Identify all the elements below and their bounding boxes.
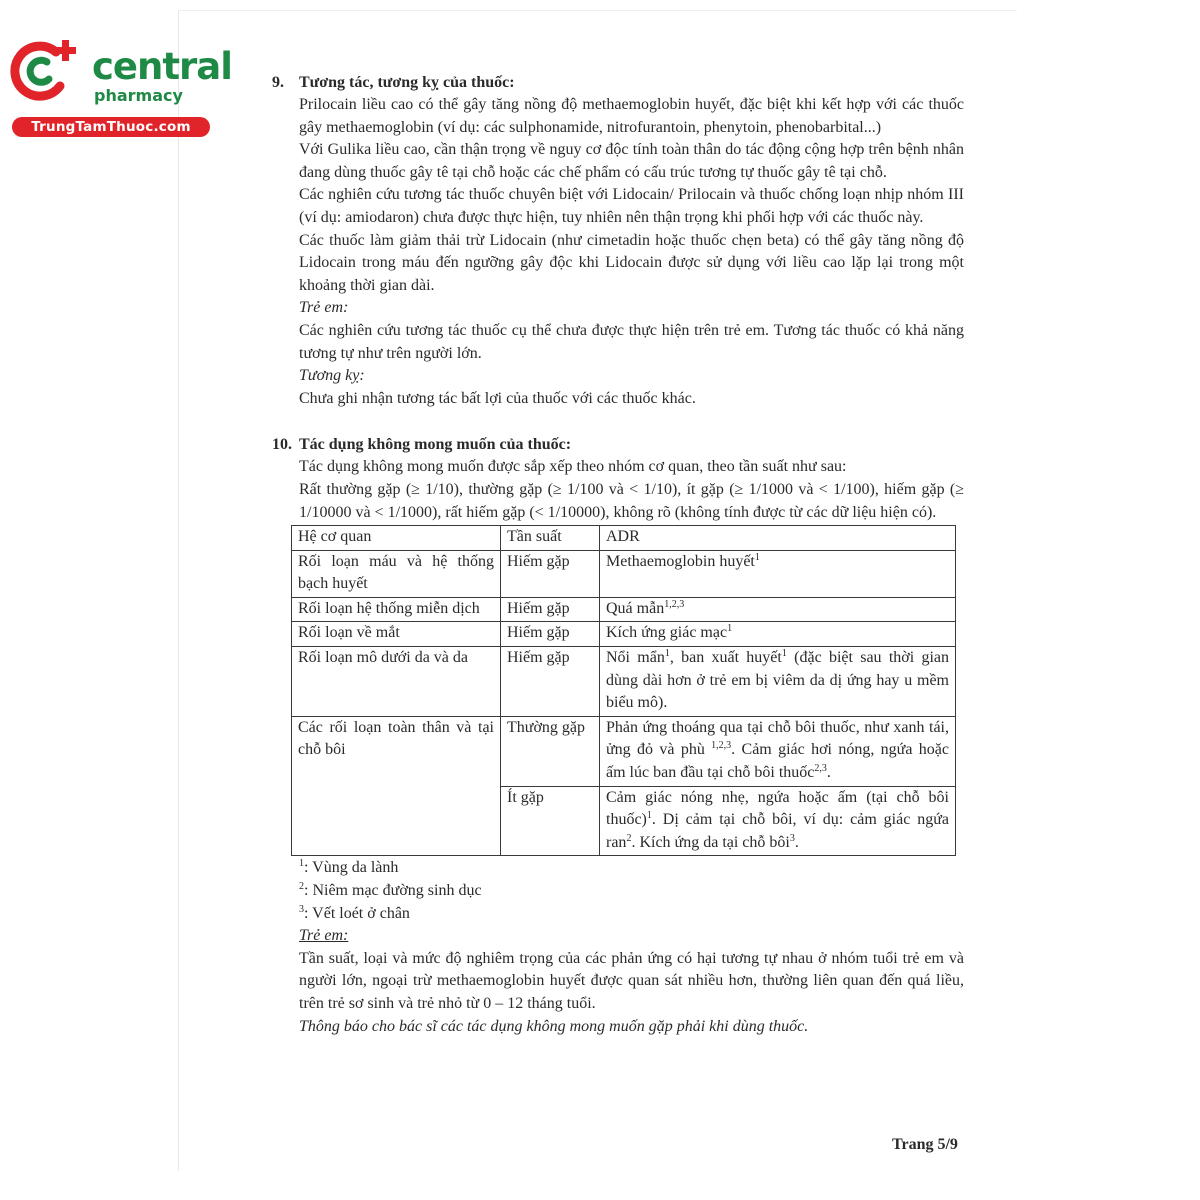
adr-text: Methaemoglobin huyết (606, 552, 755, 570)
table-row (292, 716, 956, 786)
footnote-reference: 1,2,3 (711, 740, 732, 752)
section-9-incompat-label: Tương kỵ: (299, 367, 365, 385)
footnote-reference: 1 (664, 648, 670, 660)
footnote (299, 880, 964, 903)
adr-reaction-cell (600, 550, 956, 597)
section-10-title: Tác dụng không mong muốn của thuốc: (299, 436, 572, 454)
section-10-frequency-definitions: Rất thường gặp (≥ 1/10), thường gặp (≥ 1/100 và < 1/10), ít gặp (≥ 1/1000 và < 1/100), hiếm gặp (≥ 1/10000 và < 1/1000), rất hiếm gặp (< 1/10000), không rõ (không tính được từ các dữ liệu hiện có). (299, 480, 964, 521)
central-pharmacy-logo-icon (10, 38, 82, 106)
adr-text: Phản ứng thoáng qua tại chỗ bôi thuốc, như xanh tái, ửng đỏ và phù (606, 718, 949, 759)
footnote-reference: 2,3 (814, 763, 827, 775)
footnote-reference: 2 (626, 832, 632, 844)
adr-text: . (794, 833, 799, 851)
adr-text: Quá mẫn (606, 599, 665, 617)
footnote-text: : Vết loét ở chân (304, 904, 410, 922)
section-10-intro-line: Tác dụng không mong muốn được sắp xếp theo nhóm cơ quan, theo tần suất như sau: (299, 458, 847, 476)
adr-text: , ban xuất huyết (669, 649, 782, 667)
footnote-mark: 2 (299, 881, 304, 892)
adr-text: . Cảm giác hơi nóng, ngứa hoặc ấm lúc ban đầu tại chỗ bôi thuốc (606, 741, 950, 782)
adr-organ-cell: Rối loạn hệ thống miễn dịch (292, 597, 501, 622)
section-9-children-text: Các nghiên cứu tương tác thuốc cụ thể chưa được thực hiện trên trẻ em. Tương tác thuốc có khả năng tương tự như trên người lớn. (299, 321, 964, 362)
table-row (292, 597, 956, 622)
section-10-intro (299, 456, 964, 524)
section-10-children-text: Tần suất, loại và mức độ nghiêm trọng của các phản ứng có hại tương tự nhau ở nhóm tuổi trẻ em và người lớn, ngoại trừ methaemoglobin huyết được quan sát nhiều hơn, thường liên quan đến quá liều, trên trẻ sơ sinh và trẻ nhỏ từ 0 – 12 tháng tuổi. (299, 949, 964, 1012)
adr-organ-cell: Rối loạn máu và hệ thống bạch huyết (292, 550, 501, 597)
table-footnotes (299, 857, 964, 925)
footnote-mark: 3 (299, 903, 304, 915)
adr-frequency-cell: Hiếm gặp (501, 597, 600, 622)
section-10-notice: Thông báo cho bác sĩ các tác dụng không mong muốn gặp phải khi dùng thuốc. (299, 1017, 809, 1035)
footnote-text: : Niêm mạc đường sinh dục (304, 882, 482, 899)
central-pharmacy-logo[interactable] (10, 38, 232, 138)
section-9-body (299, 94, 964, 410)
adr-text: (đặc biệt sau thời gian dùng dài hơn ở trẻ em bị viêm da dị ứng hay u mềm biểu mô). (606, 649, 949, 712)
adr-table-header-row (292, 526, 956, 551)
section-9-children-label: Trẻ em: (299, 299, 349, 317)
logo-brand-name: central (92, 45, 232, 88)
adr-organ-cell: Rối loạn mô dưới da và da (292, 647, 501, 717)
adr-reaction-cell (600, 622, 956, 647)
document-content (272, 72, 964, 1038)
adr-frequency-cell: Hiếm gặp (501, 550, 600, 597)
adr-text: . (826, 764, 831, 782)
section-10-children (299, 925, 964, 1038)
footnote-mark: 1 (299, 858, 304, 870)
footnote (299, 857, 964, 880)
adr-text: Cảm giác nóng nhẹ, ngứa hoặc ấm (tại chỗ bôi thuốc) (606, 788, 949, 829)
table-row (292, 647, 956, 717)
section-9-paragraph: Với Gulika liều cao, cần thận trọng về nguy cơ độc tính toàn thân do tác động cộng hợp trên bệnh nhân đang dùng thuốc gây tê tại chỗ hoặc các chế phẩm có cấu trúc tương tự thuốc gây tê tại chỗ. (299, 141, 964, 181)
adr-text: . Kích ứng da tại chỗ bôi (631, 833, 790, 851)
adr-frequency-cell: Hiếm gặp (501, 647, 600, 717)
adr-text: Nổi mẩn (606, 649, 665, 667)
footnote-reference: 1,2,3 (664, 598, 685, 610)
section-9-paragraph: Các thuốc làm giảm thải trừ Lidocain (như cimetadin hoặc thuốc chẹn beta) có thể gây tăng nồng độ Lidocain trong máu đến ngưỡng gây độc khi Lidocain được sử dụng với liều cao lặp lại trong một khoảng thời gian dài. (299, 231, 964, 294)
adr-reaction-cell (600, 647, 956, 717)
adr-table (291, 525, 956, 856)
table-row (292, 550, 956, 597)
footnote-reference: 1 (754, 551, 760, 563)
adr-reaction-cell (600, 716, 956, 786)
section-9-number: 9. (272, 74, 284, 91)
adr-text: Kích ứng giác mạc (606, 624, 728, 642)
adr-frequency-cell: Thường gặp (501, 716, 600, 786)
footnote-reference: 1 (781, 648, 787, 660)
footnote-reference: 1 (646, 810, 652, 822)
adr-reaction-cell (600, 597, 956, 622)
section-9-heading (272, 72, 964, 94)
footnote (299, 903, 964, 926)
adr-header-organ: Hệ cơ quan (292, 526, 501, 551)
logo-brand-sub: pharmacy (94, 86, 183, 105)
adr-reaction-cell (600, 786, 956, 856)
section-9-title: Tương tác, tương kỵ của thuốc: (299, 74, 515, 91)
adr-organ-cell: Rối loạn về mắt (292, 622, 501, 647)
table-row (292, 622, 956, 647)
section-9-paragraph: Các nghiên cứu tương tác thuốc chuyên biệt với Lidocain/ Prilocain và thuốc chống loạn nhịp nhóm III (ví dụ: amiodaron) chưa được thực hiện, tuy nhiên nên thận trọng khi phối hợp với các thuốc này. (299, 186, 964, 226)
adr-header-adr: ADR (600, 526, 956, 551)
adr-organ-cell: Các rối loạn toàn thân và tại chỗ bôi (292, 716, 501, 856)
logo-site-url: TrungTamThuoc.com (12, 117, 210, 137)
footnote-reference: 3 (789, 832, 795, 844)
footnote-reference: 1 (727, 623, 733, 635)
page-number: Trang 5/9 (892, 1136, 958, 1153)
section-10-number: 10. (272, 436, 292, 454)
adr-header-frequency: Tần suất (501, 526, 600, 551)
section-9-incompat-text: Chưa ghi nhận tương tác bất lợi của thuốc với các thuốc khác. (299, 389, 696, 407)
footnote-text: : Vùng da lành (304, 859, 399, 877)
adr-text: . Dị cảm tại chỗ bôi, ví dụ: cảm giác ngứa ran (606, 811, 949, 851)
adr-frequency-cell: Ít gặp (501, 786, 600, 856)
adr-frequency-cell: Hiếm gặp (501, 622, 600, 647)
section-10-heading (272, 434, 964, 456)
section-10-children-label: Trẻ em: (299, 927, 349, 945)
section-9-paragraph: Prilocain liều cao có thể gây tăng nồng độ methaemoglobin huyết, đặc biệt khi kết hợp với các thuốc gây methaemoglobin (ví dụ: các sulphonamide, nitrofurantoin, phenytoin, phenobarbital...) (299, 96, 964, 136)
